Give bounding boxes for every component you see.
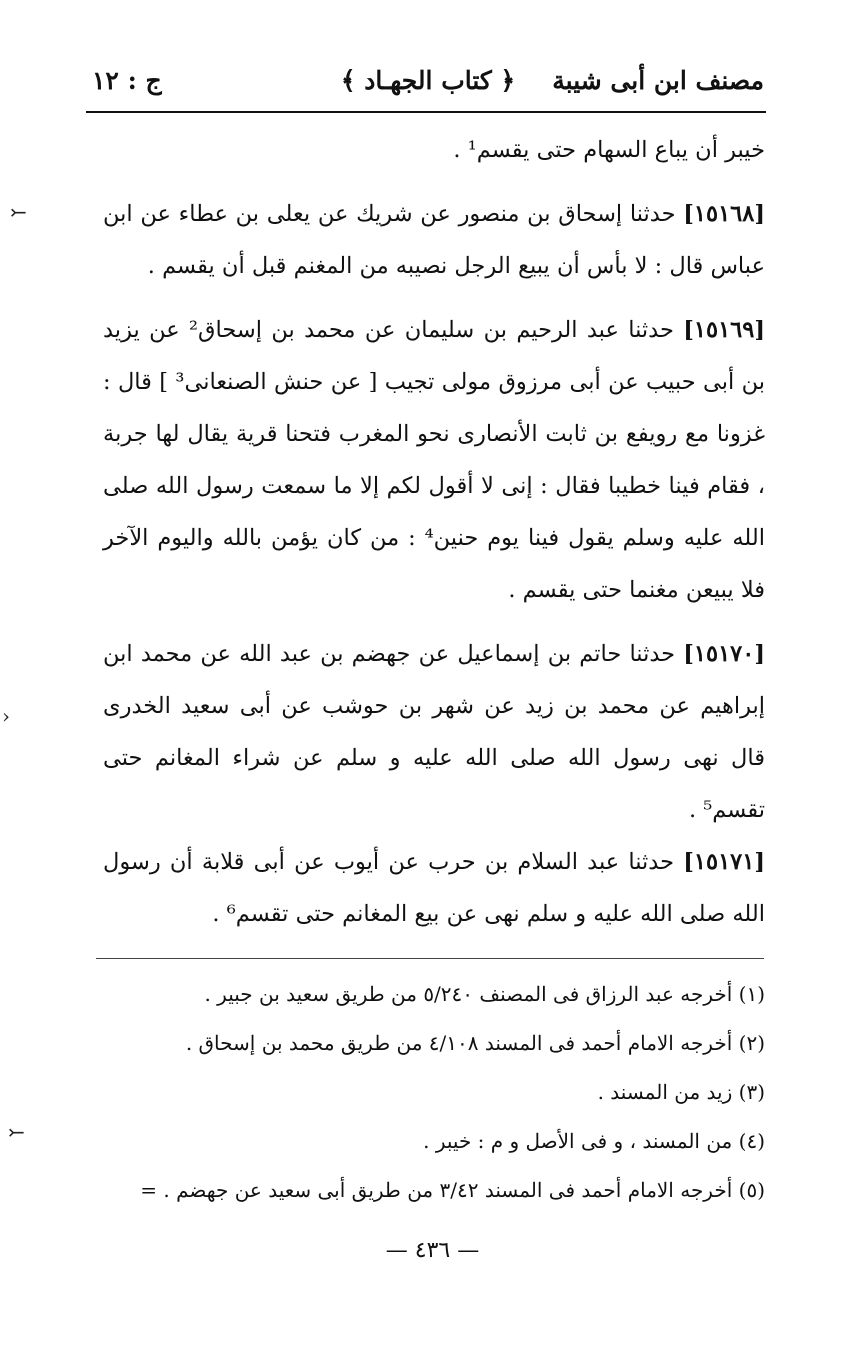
hadith-text: حدثنا عبد الرحيم بن سليمان عن محمد بن إسحاق² عن يزيد بن أبى حبيب عن أبى مرزوق مولى تجيب [ عن حنش الصنعانى³ ] قال : غزونا مع رويفع بن ثابت الأنصارى نحو المغرب فتحنا قرية يقال لها جربة ، فقام فينا خطيبا فقال : إنى لا أقول لكم إلا ما سمعت رسول الله صلى الله عليه وسلم يقول فينا يوم حنين⁴ : من كان يؤمن بالله واليوم الآخر فلا يبيعن مغنما حتى يقسم . [103, 317, 765, 603]
main-text [103, 124, 765, 952]
hadith-text: حدثنا عبد السلام بن حرب عن أيوب عن أبى قلابة أن رسول الله صلى الله عليه و سلم نهى عن بيع المغانم حتى تقسم⁶ . [103, 849, 765, 927]
page-number: — ٤٣٦ — [385, 1238, 480, 1263]
header-rule [86, 111, 766, 113]
page-header [92, 60, 764, 106]
footnotes [103, 970, 765, 1215]
footnote-1: (١) أخرجه عبد الرزاق فى المصنف ٥/٢٤٠ من طريق سعيد بن جبير . [204, 982, 765, 1006]
hadith-text: حدثنا حاتم بن إسماعيل عن جهضم بن عبد الله عن محمد ابن إبراهيم عن محمد بن زيد عن شهر بن حوشب عن أبى سعيد الخدرى قال نهى رسول الله صلى الله عليه و سلم عن شراء المغانم حتى تقسم⁵ . [103, 641, 765, 823]
hadith-number: [١٥١٦٩] [683, 317, 765, 343]
footnote-3: (٣) زيد من المسند . [597, 1080, 765, 1104]
continuation-text: خيبر أن يباع السهام حتى يقسم¹ . [453, 137, 765, 163]
footnote-rule [96, 958, 764, 959]
hadith-15171 [103, 836, 765, 940]
hadith-15170 [103, 628, 765, 836]
hadith-number: [١٥١٧٠] [683, 641, 765, 667]
paragraph-continuation [103, 124, 765, 176]
margin-tick-icon: ⤚ [10, 200, 27, 224]
hadith-text: حدثنا إسحاق بن منصور عن شريك عن يعلى بن عطاء عن ابن عباس قال : لا بأس أن يبيع الرجل نصيبه من المغنم قبل أن يقسم . [103, 201, 765, 279]
hadith-15168 [103, 188, 765, 292]
volume-number: ج : ١٢ [92, 66, 162, 95]
hadith-number: [١٥١٦٨] [683, 201, 765, 227]
hadith-number: [١٥١٧١] [683, 849, 766, 875]
footnote-4: (٤) من المسند ، و فى الأصل و م : خيبر . [423, 1129, 765, 1153]
hadith-15169 [103, 304, 765, 616]
footnote-2: (٢) أخرجه الامام أحمد فى المسند ٤/١٠٨ من طريق محمد بن إسحاق . [185, 1031, 765, 1055]
margin-tick-icon: ‹ [2, 704, 10, 728]
footnote-5: (٥) أخرجه الامام أحمد فى المسند ٣/٤٢ من طريق أبى سعيد عن جهضم . = [140, 1178, 765, 1202]
book-title: مصنف ابن أبى شيبة [552, 66, 764, 95]
margin-tick-icon: ⤚ [8, 1120, 25, 1144]
chapter-title: ﴿ كتاب الجهـاد ﴾ [340, 66, 516, 95]
